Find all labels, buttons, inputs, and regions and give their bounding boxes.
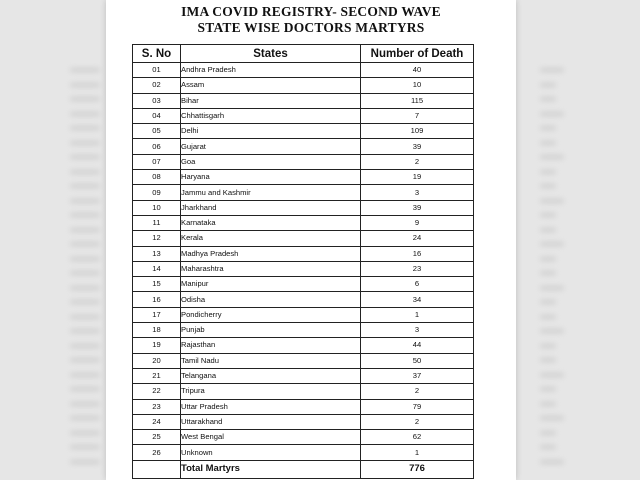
row-sno: 18 [133,323,181,338]
header-sno: S. No [133,45,181,63]
row-state: Punjab [181,323,361,338]
blurred-row-decoration [540,199,564,203]
row-state: Assam [181,78,361,93]
row-sno: 22 [133,384,181,399]
row-state: Odisha [181,292,361,307]
row-deaths: 115 [361,93,474,108]
row-deaths: 6 [361,277,474,292]
row-sno: 05 [133,124,181,139]
table-row [133,323,474,338]
table-row [133,368,474,383]
table-row [133,292,474,307]
row-deaths: 40 [361,63,474,78]
blurred-row-decoration [540,315,556,319]
row-deaths: 50 [361,353,474,368]
row-state: Unknown [181,445,361,460]
row-deaths: 10 [361,78,474,93]
total-label: Total Martyrs [181,460,361,478]
table-row [133,261,474,276]
blurred-row-decoration [540,344,556,348]
blurred-row-decoration [70,83,100,87]
row-sno: 25 [133,430,181,445]
row-deaths: 39 [361,200,474,215]
row-sno: 06 [133,139,181,154]
blurred-row-decoration [540,155,564,159]
row-deaths: 1 [361,445,474,460]
blurred-row-decoration [540,112,564,116]
blurred-row-decoration [70,300,100,304]
row-state: Goa [181,154,361,169]
row-deaths: 23 [361,261,474,276]
row-state: Manipur [181,277,361,292]
row-sno: 15 [133,277,181,292]
row-state: Kerala [181,231,361,246]
document-page [106,0,516,480]
row-sno: 26 [133,445,181,460]
table-row [133,63,474,78]
total-sno-empty [133,460,181,478]
row-sno: 13 [133,246,181,261]
table-row [133,78,474,93]
blurred-row-decoration [70,199,100,203]
blurred-row-decoration [70,97,100,101]
row-deaths: 7 [361,108,474,123]
table-row [133,353,474,368]
row-deaths: 2 [361,384,474,399]
blurred-row-decoration [70,387,100,391]
document-title: IMA COVID REGISTRY- SECOND WAVE [181,4,441,19]
table-row [133,139,474,154]
blurred-row-decoration [540,445,556,449]
blurred-row-decoration [540,431,556,435]
row-deaths: 2 [361,414,474,429]
blurred-row-decoration [540,170,556,174]
row-state: Chhattisgarh [181,108,361,123]
blurred-row-decoration [540,387,556,391]
total-value: 776 [361,460,474,478]
row-sno: 11 [133,215,181,230]
blurred-row-decoration [540,373,564,377]
row-state: Jharkhand [181,200,361,215]
blurred-row-decoration [70,141,100,145]
blurred-row-decoration [540,97,556,101]
row-deaths: 16 [361,246,474,261]
row-deaths: 34 [361,292,474,307]
blurred-row-decoration [70,68,100,72]
row-deaths: 24 [361,231,474,246]
row-state: Haryana [181,170,361,185]
blurred-row-decoration [70,344,100,348]
blurred-row-decoration [540,141,556,145]
row-sno: 09 [133,185,181,200]
blurred-row-decoration [540,184,556,188]
blurred-row-decoration [70,329,100,333]
blurred-row-decoration [540,83,556,87]
row-state: Madhya Pradesh [181,246,361,261]
row-deaths: 3 [361,323,474,338]
table-row [133,231,474,246]
row-state: Telangana [181,368,361,383]
blurred-row-decoration [540,460,564,464]
blurred-row-decoration [70,242,100,246]
row-deaths: 1 [361,307,474,322]
blurred-row-decoration [70,213,100,217]
blurred-row-decoration [540,300,556,304]
row-state: Tamil Nadu [181,353,361,368]
blurred-row-decoration [70,112,100,116]
blurred-row-decoration [540,126,556,130]
blurred-row-decoration [70,257,100,261]
table-row [133,414,474,429]
row-sno: 07 [133,154,181,169]
blurred-row-decoration [70,416,100,420]
row-deaths: 2 [361,154,474,169]
table-row [133,338,474,353]
row-sno: 10 [133,200,181,215]
row-sno: 14 [133,261,181,276]
blurred-row-decoration [70,460,100,464]
table-row [133,93,474,108]
table-header-row [133,45,474,63]
row-deaths: 109 [361,124,474,139]
table-row [133,384,474,399]
row-state: Maharashtra [181,261,361,276]
row-deaths: 62 [361,430,474,445]
row-sno: 21 [133,368,181,383]
blurred-row-decoration [70,315,100,319]
row-sno: 12 [133,231,181,246]
header-deaths: Number of Death [361,45,474,63]
row-sno: 03 [133,93,181,108]
blurred-row-decoration [540,286,564,290]
blurred-row-decoration [540,402,556,406]
blurred-row-decoration [70,373,100,377]
blurred-row-decoration [70,271,100,275]
martyrs-table [132,44,474,479]
blurred-row-decoration [540,271,556,275]
blurred-row-decoration [70,155,100,159]
blurred-row-decoration [540,257,556,261]
row-deaths: 19 [361,170,474,185]
row-state: Tripura [181,384,361,399]
row-state: Uttar Pradesh [181,399,361,414]
blurred-row-decoration [540,213,556,217]
blurred-row-decoration [70,286,100,290]
table-row [133,200,474,215]
blurred-row-decoration [70,402,100,406]
blurred-row-decoration [540,416,564,420]
blurred-row-decoration [70,228,100,232]
table-row [133,430,474,445]
table-row [133,307,474,322]
row-state: Bihar [181,93,361,108]
blurred-row-decoration [540,358,556,362]
table-row [133,124,474,139]
row-sno: 01 [133,63,181,78]
blurred-row-decoration [70,170,100,174]
row-state: Rajasthan [181,338,361,353]
blurred-row-decoration [540,242,564,246]
row-sno: 16 [133,292,181,307]
table-row [133,445,474,460]
table-row [133,399,474,414]
row-sno: 19 [133,338,181,353]
row-state: Jammu and Kashmir [181,185,361,200]
table-row [133,277,474,292]
row-deaths: 3 [361,185,474,200]
row-state: Andhra Pradesh [181,63,361,78]
table-row [133,246,474,261]
row-sno: 24 [133,414,181,429]
row-sno: 02 [133,78,181,93]
table-row [133,170,474,185]
document-subtitle: STATE WISE DOCTORS MARTYRS [197,20,425,35]
blurred-row-decoration [70,184,100,188]
blurred-row-decoration [70,126,100,130]
table-row [133,215,474,230]
total-row [133,460,474,478]
row-deaths: 37 [361,368,474,383]
blurred-row-decoration [70,358,100,362]
blurred-row-decoration [70,445,100,449]
row-sno: 17 [133,307,181,322]
blurred-row-decoration [540,329,564,333]
row-sno: 23 [133,399,181,414]
blurred-row-decoration [540,68,564,72]
table-row [133,185,474,200]
header-states: States [181,45,361,63]
row-state: Karnataka [181,215,361,230]
row-sno: 20 [133,353,181,368]
row-deaths: 9 [361,215,474,230]
row-state: Delhi [181,124,361,139]
row-state: Pondicherry [181,307,361,322]
row-state: West Bengal [181,430,361,445]
row-sno: 04 [133,108,181,123]
blurred-row-decoration [540,228,556,232]
table-row [133,154,474,169]
blurred-row-decoration [70,431,100,435]
row-deaths: 79 [361,399,474,414]
row-sno: 08 [133,170,181,185]
row-state: Uttarakhand [181,414,361,429]
row-deaths: 39 [361,139,474,154]
table-row [133,108,474,123]
row-deaths: 44 [361,338,474,353]
row-state: Gujarat [181,139,361,154]
